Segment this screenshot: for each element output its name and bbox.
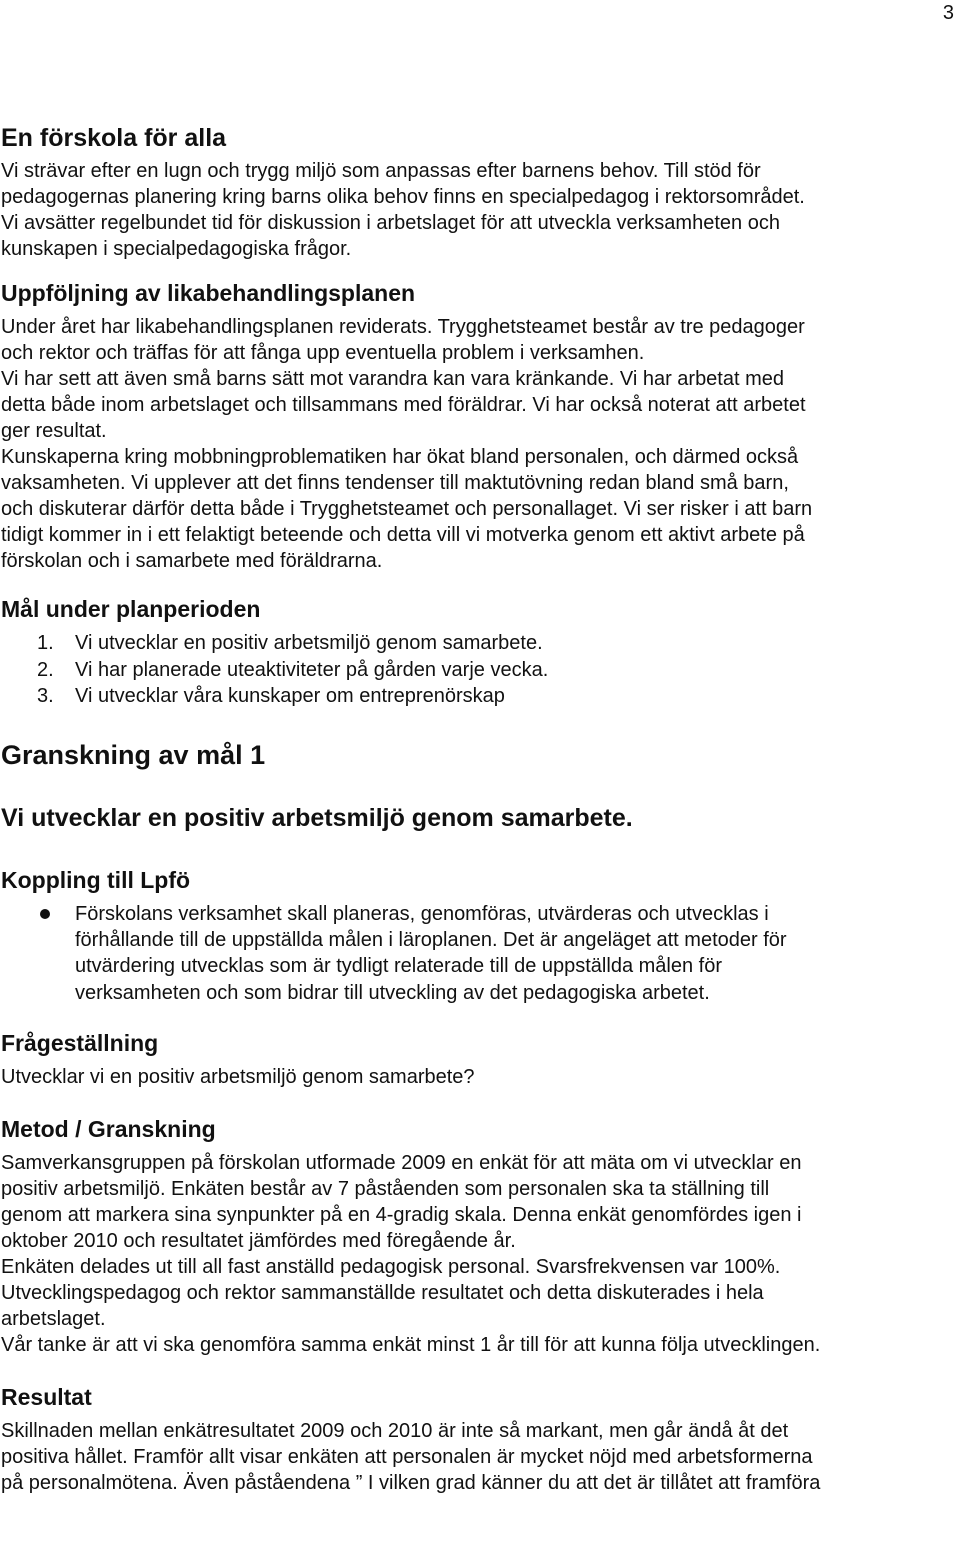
text-line: tidigt kommer in i ett felaktigt beteende och detta vill vi motverka genom ett aktivt arbete på [1,524,805,546]
list-item-text: Vi har planerade uteaktiviteter på gården varje vecka. [75,658,549,681]
goals-list [1,630,957,710]
text-line: Skillnaden mellan enkätresultatet 2009 och 2010 är inte så markant, men går ändå åt det [1,1420,789,1443]
text-line: Utvecklar vi en positiv arbetsmiljö genom samarbete? [1,1066,475,1089]
text-line: Enkäten delades ut till all fast anställd pedagogisk personal. Svarsfrekvensen var 100%. [1,1256,781,1279]
list-item-text: Vi utvecklar en positiv arbetsmiljö genom samarbete. [75,632,543,654]
text-line: på personalmötena. Även påståendena ” I vilken grad känner du att det är tillåtet att framföra [1,1472,821,1495]
list-number: 1. [37,632,54,654]
text-line: positiva hållet. Framför allt visar enkäten att personalen är mycket nöjd med arbetsformerna [1,1446,813,1469]
text-line: förhållande till de uppställda målen i läroplanen. Det är angeläget att metoder för [75,928,787,951]
paragraph-resultat [1,1418,957,1496]
text-line: och rektor och träffas för att fånga upp eventuella problem i verksamhen. [1,342,645,364]
text-line: Vi strävar efter en lugn och trygg miljö som anpassas efter barnens behov. Till stöd för [1,160,761,182]
list-item-text: Vi utvecklar våra kunskaper om entreprenörskap [75,685,505,707]
text-line: Vi avsätter regelbundet tid för diskussion i arbetslaget för att utveckla verksamheten och [1,212,780,234]
text-line: Kunskaperna kring mobbningproblematiken har ökat bland personalen, och därmed också [1,446,799,468]
text-line: Förskolans verksamhet skall planeras, genomföras, utvärderas och utvecklas i [75,902,769,925]
text-line: arbetslaget. [1,1308,106,1331]
heading-uppfoljning: Uppföljning av likabehandlingsplanen [1,280,416,306]
text-line: Samverkansgruppen på förskolan utformade 2009 en enkät för att mäta om vi utvecklar en [1,1152,802,1175]
paragraph-uppfoljning [1,314,957,574]
heading-koppling: Koppling till Lpfö [1,866,191,893]
text-line: positiv arbetsmiljö. Enkäten består av 7 påståenden som personalen ska ta ställning till [1,1178,770,1201]
text-line: genom att markera sina synpunkter på en 4-gradig skala. Denna enkät genomfördes igen i [1,1204,802,1227]
text-line: Under året har likabehandlingsplanen reviderats. Trygghetsteamet består av tre pedagoger [1,316,805,338]
text-line: Vår tanke är att vi ska genomföra samma enkät minst 1 år till för att kunna följa utvecklingen. [1,1334,821,1357]
text-line: utvärdering utvecklas som är tydligt relaterade till de uppställda målen för [75,955,722,978]
koppling-list [1,901,957,1007]
list-number: 2. [37,658,54,681]
text-line: detta både inom arbetslaget och tillsammans med föräldrar. Vi har också noterat att arbetet [1,394,806,416]
heading-mal: Mål under planperioden [1,596,261,622]
page-number: 3 [942,2,954,24]
text-line: oktober 2010 och resultatet jämfördes med föregående år. [1,1230,516,1253]
heading-resultat: Resultat [1,1384,92,1411]
text-line: vaksamheten. Vi upplever att det finns tendenser till maktutövning redan bland små barn, [1,472,789,494]
text-line: ger resultat. [1,420,107,442]
bullet-icon [40,909,50,919]
list-item [1,901,957,1007]
list-number: 3. [37,685,54,707]
paragraph-metod [1,1150,957,1358]
text-line: pedagogernas planering kring barns olika behov finns en specialpedagog i rektorsområdet. [1,186,805,208]
document-body [1,122,957,1496]
paragraph-fragestallning [1,1064,957,1090]
paragraph-en-forskola [1,158,957,262]
text-line: verksamheten och som bidrar till utveckling av det pedagogiska arbetet. [75,981,710,1004]
list-item [1,683,957,710]
list-item [1,630,957,657]
heading-granskning: Granskning av mål 1 [1,739,266,770]
subheading-mal-1: Vi utvecklar en positiv arbetsmiljö genom samarbete. [1,803,633,832]
text-line: och diskuterar därför detta både i Trygghetsteamet och personallaget. Vi ser risker i att barn [1,498,813,520]
text-line: kunskapen i specialpedagogiska frågor. [1,238,352,260]
list-item [1,657,957,684]
heading-metod: Metod / Granskning [1,1116,216,1143]
text-line: Vi har sett att även små barns sätt mot varandra kan vara kränkande. Vi har arbetat med [1,368,785,390]
text-line: Utvecklingspedagog och rektor sammanställde resultatet och detta diskuterades i hela [1,1282,764,1305]
heading-fragestallning: Frågeställning [1,1030,159,1057]
heading-en-forskola: En förskola för alla [1,124,227,152]
text-line: förskolan och i samarbete med föräldrarna. [1,550,383,572]
